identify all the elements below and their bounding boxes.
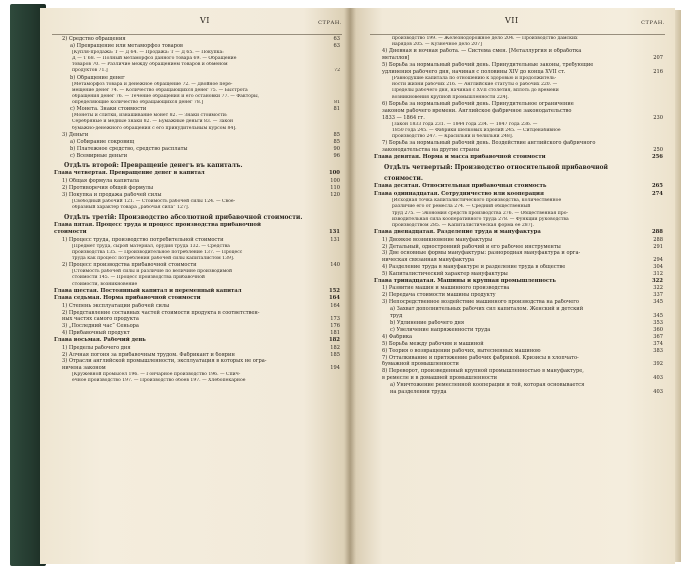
toc-line-text: [Стоимость рабочей силы и различие по величине производимой bbox=[72, 269, 233, 275]
toc-line-text: нарядов 205. — Кузнечное дело 207] bbox=[392, 42, 482, 48]
toc-line-text: b) Платежное средство, средство расплаты bbox=[70, 145, 188, 152]
toc-line bbox=[374, 355, 663, 362]
toc-line bbox=[374, 299, 663, 306]
toc-line bbox=[374, 257, 663, 264]
toc-line-text: Отдѣлъ второй: Превращеніе денегъ въ капиталъ. bbox=[64, 162, 243, 170]
toc-line bbox=[54, 106, 340, 113]
toc-line bbox=[54, 337, 340, 344]
left-table-of-contents bbox=[54, 36, 340, 560]
toc-line-text: на разделении труда bbox=[390, 389, 447, 396]
toc-line bbox=[374, 306, 663, 313]
toc-line-page: 345 bbox=[653, 313, 663, 320]
toc-line-page: 360 bbox=[653, 326, 663, 333]
toc-line-text: 3) Отрасли английской промышленности, эксплуатация в которых не огра- bbox=[62, 358, 267, 365]
toc-line bbox=[374, 292, 663, 299]
toc-line-text: Отдѣлъ четвертый: Производство относительной прибавочной bbox=[384, 164, 608, 172]
toc-line bbox=[54, 330, 340, 337]
toc-line-text: Глава тринадцатая. Машины и крупная промышленность bbox=[374, 278, 556, 285]
toc-line-text: Глава четвертая. Превращение денег в капитал bbox=[54, 170, 205, 177]
left-page-column-label: СТРАН. bbox=[318, 20, 342, 26]
toc-line-text: b) Обращение денег bbox=[70, 74, 125, 81]
toc-line-text: Серебряные и медные знаки 82. — Бумажные деньги 83. — Закон bbox=[72, 119, 234, 125]
toc-line bbox=[374, 55, 663, 62]
toc-line bbox=[374, 115, 663, 122]
toc-line-text: металлов] bbox=[382, 55, 410, 62]
toc-line bbox=[54, 316, 340, 323]
toc-line-page: 164 bbox=[330, 302, 340, 309]
toc-line-text: бумажно-денежного обращения с его принудительным курсом 84]. bbox=[72, 125, 237, 131]
toc-line-page: 288 bbox=[653, 236, 663, 243]
toc-line-page: 120 bbox=[330, 191, 340, 198]
toc-line-page: 63 bbox=[333, 42, 340, 49]
toc-line bbox=[374, 108, 663, 115]
toc-line bbox=[374, 320, 663, 327]
toc-line-text: [Метаморфоз товара и денежное обращение 72. — Двойное пере- bbox=[72, 81, 233, 87]
toc-line bbox=[374, 348, 663, 355]
toc-line-text: труд 275. — Экономия средств производства 276. — Общественная про- bbox=[392, 210, 569, 216]
toc-line-text: [Кружевной промысел 196. — Гончарное производство 196. — Спич- bbox=[72, 372, 241, 378]
toc-line-text: изводительная сила кооперативного труда 278. — Функции руководства bbox=[392, 216, 569, 222]
toc-line-text: 1833 — 1864 гг. bbox=[382, 114, 425, 121]
right-page bbox=[350, 8, 675, 564]
toc-line-text: Глава седьмая. Норма прибавочной стоимости bbox=[54, 295, 201, 302]
toc-line-text: с) Всемирные деньги bbox=[70, 152, 128, 159]
toc-line bbox=[374, 250, 663, 257]
toc-line-page: 81 bbox=[333, 106, 340, 113]
toc-line-page: 185 bbox=[330, 351, 340, 358]
toc-line-text: бумажной промышленности bbox=[382, 361, 459, 368]
toc-line bbox=[54, 378, 340, 384]
page-edges bbox=[675, 10, 681, 562]
toc-line bbox=[54, 323, 340, 330]
toc-line-text: 1) Процесс труда, производство потребительной стоимости bbox=[62, 236, 224, 243]
toc-line bbox=[54, 237, 340, 244]
toc-line-page: 304 bbox=[653, 264, 663, 271]
toc-line-text: 5) Борьба между рабочим и машиной bbox=[382, 340, 484, 347]
toc-line-text: ническая связанная мануфактура bbox=[382, 257, 475, 264]
toc-line-text: удлинения рабочего дня, начиная с половины XIV до конца XVII ст. bbox=[382, 69, 566, 76]
toc-line-text: [Монеты и слитки, изнашивание монет 82. — Знаки стоимости: bbox=[72, 113, 228, 119]
toc-line bbox=[54, 288, 340, 295]
toc-line bbox=[54, 205, 340, 211]
toc-line-page: 90 bbox=[333, 145, 340, 152]
toc-line bbox=[54, 310, 340, 317]
toc-line bbox=[54, 36, 340, 43]
toc-line-text: производства 135. — Производительное потребление 137. — Процесс bbox=[72, 249, 243, 255]
toc-line-page: 100 bbox=[328, 170, 340, 177]
toc-line-text: 1850 года 245. — Фабрики шелковых изделий 245. — Ситценабивное bbox=[392, 127, 561, 133]
toc-line-page: 164 bbox=[328, 295, 340, 302]
toc-line-page: 256 bbox=[651, 153, 663, 160]
toc-line bbox=[54, 352, 340, 359]
toc-line-text: 3) Две основные формы мануфактуры: разнородная мануфактура и орга- bbox=[382, 250, 581, 257]
toc-line-text: с) Монета. Знаки стоимости bbox=[70, 106, 147, 113]
toc-line-page: 230 bbox=[653, 114, 663, 121]
toc-line-text: стоимости. bbox=[384, 175, 423, 183]
toc-line-text: 5) Борьба за нормальный рабочий день. Принудительные законы, требующие bbox=[382, 62, 594, 69]
left-page-header bbox=[40, 16, 350, 30]
toc-line-text: с) Увеличение напряженности труда bbox=[390, 326, 491, 333]
toc-line-text: труда как процесс потребления рабочей силы капиталистом 139]. bbox=[72, 256, 235, 262]
toc-line bbox=[374, 147, 663, 154]
toc-line-text: 4) Дневная и ночная работа. — Система смен. [Металлургия и обработка bbox=[382, 48, 582, 55]
toc-line-text: 5) Капиталистический характер мануфактуры bbox=[382, 271, 508, 278]
toc-line-page: 274 bbox=[651, 190, 663, 197]
toc-line bbox=[54, 365, 340, 372]
toc-line bbox=[54, 358, 340, 365]
toc-line bbox=[374, 264, 663, 271]
toc-line-text: Глава одиннадцатая. Сотрудничество или кооперация bbox=[374, 190, 544, 197]
toc-line-page: 110 bbox=[330, 184, 340, 191]
toc-line-page: 374 bbox=[653, 340, 663, 347]
toc-line-text: [Равнодушие капитала по отношению к здоровью и продолжитель- bbox=[392, 76, 557, 82]
toc-line bbox=[374, 101, 663, 108]
toc-line-text: 4) Фабрика bbox=[382, 333, 413, 340]
right-page-column-label: СТРАН. bbox=[641, 20, 665, 26]
toc-line-text: законодательства на другие страны bbox=[382, 147, 480, 154]
toc-line bbox=[54, 132, 340, 139]
toc-line-text: 3) Покупка и продажа рабочей силы bbox=[62, 191, 162, 198]
toc-line-text: [Купля-продажа: Т — Д 64. — Продажа: Т — Д 65. — Покупка: bbox=[72, 49, 224, 55]
toc-line bbox=[374, 175, 663, 183]
toc-line-text: 1) Развитие машин и машинного производства bbox=[382, 285, 510, 292]
toc-line-text: ности жизни рабочих 216. — Английские статуты о рабочих 220. — bbox=[392, 82, 558, 88]
toc-line bbox=[374, 375, 663, 382]
toc-line-page: 194 bbox=[330, 365, 340, 372]
toc-line-page: 312 bbox=[653, 271, 663, 278]
toc-line-page: 131 bbox=[330, 236, 340, 243]
right-page-header bbox=[350, 16, 675, 30]
toc-line-page: 182 bbox=[330, 344, 340, 351]
toc-line-page: 72 bbox=[334, 68, 340, 74]
toc-line bbox=[54, 43, 340, 50]
toc-line-text: в ремесле и в домашней промышленности bbox=[382, 375, 497, 382]
toc-line bbox=[54, 295, 340, 302]
toc-line-text: Глава восьмая. Рабочий день bbox=[54, 337, 146, 344]
toc-line-text: стоимости, возникновение bbox=[72, 281, 138, 287]
toc-line-page: 337 bbox=[653, 292, 663, 299]
toc-line-text: Д — Т 68. — Полный метаморфоз данного товара 69. — Обращение bbox=[72, 56, 237, 62]
left-page bbox=[40, 8, 350, 564]
toc-line-text: 1) Степень эксплуатации рабочей силы bbox=[62, 302, 170, 309]
toc-line-text: [Предмет труда, сырой материал, орудия труда 132. — Средства bbox=[72, 243, 230, 249]
toc-line-text: 3) „Последний час“ Сеньора bbox=[62, 323, 139, 330]
toc-line bbox=[374, 154, 663, 161]
toc-line bbox=[54, 162, 340, 170]
toc-line-text: а) Собирание сокровищ bbox=[70, 138, 135, 145]
toc-line-page: 216 bbox=[653, 69, 663, 76]
toc-line-text: 2) Детальный, одностронний рабочий и его рабочее инструменты bbox=[382, 243, 561, 250]
toc-line-text: 2) Алчная погоня за прибавочным трудом. Фабрикант и боярин bbox=[62, 351, 235, 358]
toc-line-page: 392 bbox=[653, 361, 663, 368]
toc-line-text: а) Захват дополнительных рабочих сил капиталом. Женский и детский bbox=[390, 306, 584, 313]
toc-line bbox=[374, 278, 663, 285]
toc-line bbox=[374, 285, 663, 292]
toc-line bbox=[374, 382, 663, 389]
toc-line-page: 152 bbox=[328, 287, 340, 294]
toc-line-text: [Исходная точка капиталистического производства, количественное bbox=[392, 198, 562, 204]
left-header-rule bbox=[52, 34, 342, 35]
toc-line-page: 322 bbox=[653, 285, 663, 292]
toc-line-text: Глава девятая. Норма и масса прибавочной стоимости bbox=[374, 153, 546, 160]
toc-line bbox=[374, 183, 663, 190]
right-table-of-contents bbox=[374, 36, 663, 560]
toc-line bbox=[374, 69, 663, 76]
toc-line-page: 322 bbox=[651, 278, 663, 285]
toc-line-text: ных частях самого продукта bbox=[62, 316, 139, 323]
toc-line-page: 176 bbox=[330, 323, 340, 330]
toc-line-page: 140 bbox=[330, 262, 340, 269]
toc-line-text: b) Удлинение рабочего дня bbox=[390, 320, 465, 326]
toc-line-page: 100 bbox=[330, 177, 340, 184]
toc-line-text: 1) Пределы рабочего дня bbox=[62, 344, 131, 351]
toc-line-page: 85 bbox=[333, 131, 340, 138]
toc-line-text: 3) Деньги bbox=[62, 131, 89, 138]
toc-line-text: ечное производство 197. — Производство обоев 197. — Хлебопекарное bbox=[72, 378, 246, 384]
toc-line-page: 288 bbox=[651, 229, 663, 236]
toc-line bbox=[374, 48, 663, 55]
toc-line-text: [Свободный рабочий 121. — Стоимость рабочей силы 124. — Свое- bbox=[72, 198, 236, 204]
toc-line-text: 2) Передача стоимости машины продукту bbox=[382, 292, 496, 299]
toc-line-text: 4) Прибавочный продукт bbox=[62, 330, 130, 337]
toc-line-page: 85 bbox=[333, 138, 340, 145]
toc-line-page: 383 bbox=[653, 347, 663, 354]
toc-line-text: товаров 70. — Различие между обращением товаров и обменом bbox=[72, 62, 228, 68]
toc-line-page: 353 bbox=[653, 320, 663, 326]
toc-line bbox=[54, 153, 340, 160]
toc-line bbox=[54, 75, 340, 82]
toc-line-text: Глава двенадцатая. Разделение труда и мануфактура bbox=[374, 229, 541, 236]
toc-line-text: 6) Борьба за нормальный рабочий день. Принудительное ограничение bbox=[382, 100, 574, 107]
toc-line-page: 265 bbox=[651, 183, 663, 190]
toc-line bbox=[54, 146, 340, 153]
toc-line-page: 181 bbox=[330, 330, 340, 337]
toc-line-text: возникновения крупной промышленности 224]. bbox=[392, 94, 509, 100]
toc-line-page: 403 bbox=[653, 375, 663, 382]
toc-line bbox=[54, 214, 340, 222]
toc-line bbox=[54, 262, 340, 269]
toc-line bbox=[54, 192, 340, 199]
toc-line-text: Пределы рабочего дня, начиная с XVII столетия, вплоть до времени bbox=[392, 88, 559, 94]
toc-line-text: 2) Представление составных частей стоимости продукта в соответствен- bbox=[62, 309, 260, 316]
toc-line bbox=[374, 341, 663, 348]
toc-line bbox=[374, 164, 663, 172]
toc-line bbox=[374, 62, 663, 69]
toc-line-text: [Закон 1833 года 231. — 1844 года 234. — 1847 года 236. — bbox=[392, 121, 538, 127]
toc-line-text: образный характер товара „рабочая сила“ 127]. bbox=[72, 204, 190, 210]
toc-line bbox=[54, 170, 340, 177]
toc-line-text: производством 285. — Капиталистическая форма ее 287]. bbox=[392, 223, 534, 229]
toc-line bbox=[374, 271, 663, 278]
toc-line bbox=[374, 361, 663, 368]
book-gutter bbox=[344, 8, 356, 564]
toc-line bbox=[374, 389, 663, 396]
toc-line bbox=[374, 229, 663, 236]
toc-line-page: 207 bbox=[653, 55, 663, 62]
toc-line bbox=[374, 327, 663, 334]
toc-line-text: Отдѣлъ третій: Производство абсолютной прибавочной стоимости. bbox=[64, 214, 303, 222]
toc-line-text: законом рабочего времени. Английское фабричное законодательство bbox=[382, 107, 572, 114]
toc-line bbox=[54, 139, 340, 146]
toc-line-text: Глава шестая. Постоянный капитал и переменный капитал bbox=[54, 287, 242, 294]
toc-line-text: Глава десятая. Относительная прибавочная стоимость bbox=[374, 183, 547, 190]
toc-line-text: 7) Борьба за нормальный рабочий день. Воздействие английского фабричного bbox=[382, 140, 596, 147]
toc-line-page: 131 bbox=[328, 229, 340, 236]
toc-line-page: 250 bbox=[653, 147, 663, 154]
toc-line bbox=[54, 185, 340, 192]
toc-line-page: 403 bbox=[653, 389, 663, 396]
toc-line-text: обращения денег 76. — Течение обращения и его остановки 77. — Факторы, bbox=[72, 93, 260, 99]
toc-line-text: ничена законом bbox=[62, 365, 106, 372]
toc-line-page: 63 bbox=[333, 36, 340, 42]
toc-line-text: а) Уничтожение ремесленной кооперации и той, которая основывается bbox=[390, 382, 585, 389]
toc-line bbox=[374, 368, 663, 375]
toc-line-text: стоимости bbox=[54, 229, 87, 236]
toc-line-text: различие его от ремесла 274. — Средний общественный bbox=[392, 204, 531, 210]
toc-line-text: труд bbox=[390, 313, 403, 320]
toc-line bbox=[374, 140, 663, 147]
toc-line-text: стоимости 145. — Процесс производства прибавочной bbox=[72, 275, 205, 281]
toc-line-page: 294 bbox=[653, 257, 663, 264]
toc-line-page: 345 bbox=[653, 299, 663, 306]
toc-line-text: 8) Переворот, произведенный крупной промышленностью в мануфактуре, bbox=[382, 368, 584, 375]
toc-line-page: 182 bbox=[328, 337, 340, 344]
toc-line-text: определяющие количество обращающихся денег 78.] bbox=[72, 100, 204, 106]
toc-line-page: 291 bbox=[653, 243, 663, 250]
toc-line-text: 2) Процесс производства прибавочной стоимости bbox=[62, 262, 197, 269]
toc-line bbox=[374, 244, 663, 251]
toc-line-page: 96 bbox=[333, 152, 340, 159]
toc-line bbox=[54, 229, 340, 236]
toc-line-text: 6) Теория о возвращении рабочих, вытесненных машиною bbox=[382, 347, 541, 354]
toc-line-text: 1) Двоякое возникновение мануфактуры bbox=[382, 236, 493, 243]
right-page-number: VII bbox=[505, 16, 519, 25]
toc-line-text: а) Превращение или метаморфоз товаров bbox=[70, 42, 183, 49]
toc-line-text: 2) Противоречия общей формулы bbox=[62, 184, 154, 191]
toc-line-page: 81 bbox=[334, 100, 340, 106]
toc-line bbox=[54, 222, 340, 229]
toc-line-page: 173 bbox=[330, 316, 340, 323]
toc-line-page: 367 bbox=[653, 333, 663, 340]
toc-line-text: продуктов 71.] bbox=[72, 68, 108, 74]
left-page-number: VI bbox=[200, 16, 210, 25]
toc-line bbox=[374, 237, 663, 244]
right-header-rule bbox=[370, 34, 665, 35]
toc-line bbox=[54, 303, 340, 310]
toc-line bbox=[374, 334, 663, 341]
toc-line-text: производство 247. — Красильни и белильни 248]. bbox=[392, 133, 514, 139]
toc-line-text: производство 199. — Железнодорожное дело 204. — Производство дамских bbox=[392, 36, 578, 41]
toc-line-text: 4) Разделение труда в мануфактуре и разделение труда в обществе bbox=[382, 264, 566, 271]
toc-line bbox=[374, 191, 663, 198]
toc-line bbox=[374, 313, 663, 320]
toc-line-text: 2) Средство обращения bbox=[62, 36, 126, 42]
toc-line bbox=[54, 178, 340, 185]
toc-line-text: Глава пятая. Процесс труда и процесс производства прибавочной bbox=[54, 222, 261, 229]
toc-line bbox=[54, 345, 340, 352]
toc-line-text: 3) Непосредственное воздействие машинного производства на рабочего bbox=[382, 299, 579, 306]
toc-line-text: 1) Общая формула капитала bbox=[62, 177, 139, 184]
toc-line-text: мещение денег 74. — Количество обращающихся денег 75. — Быстрота bbox=[72, 87, 248, 93]
toc-line-text: 7) Отталкивание и притяжение рабочих фабрикой. Кризисы в хлопчато- bbox=[382, 354, 579, 361]
